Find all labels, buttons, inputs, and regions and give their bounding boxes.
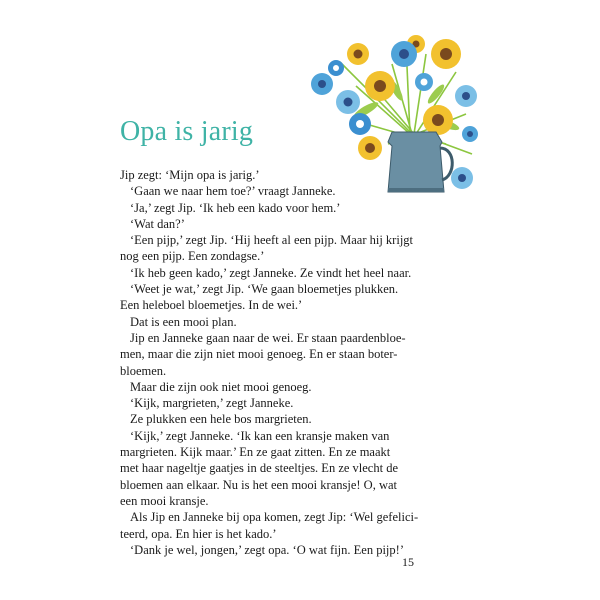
text-line: ‘Kijk, margrieten,’ zegt Janneke.: [130, 396, 294, 411]
text-line: ‘Een pijp,’ zegt Jip. ‘Hij heeft al een pijp. Maar hij krijgt: [130, 233, 414, 248]
text-line: ‘Gaan we naar hem toe?’ vraagt Janneke.: [130, 184, 336, 199]
text-line: bloemen.: [120, 363, 167, 378]
text-line: nog een pijp. Een zondagse.’: [120, 249, 265, 264]
text-line: Een heleboel bloemetjes. In de wei.’: [120, 298, 303, 313]
text-line: Maar die zijn ook niet mooi genoeg.: [130, 379, 312, 394]
text-line: Als Jip en Janneke bij opa komen, zegt Jip: ‘Wel gefelici-: [130, 510, 419, 525]
text-line: ‘Wat dan?’: [130, 216, 185, 231]
story-text: [120, 167, 418, 558]
text-line: ‘Kijk,’ zegt Janneke. ‘Ik kan een kransje maken van: [130, 428, 390, 443]
text-line: Ze plukken een hele bos margrieten.: [130, 412, 312, 427]
text-line: ‘Ja,’ zegt Jip. ‘Ik heb een kado voor hem.’: [130, 200, 341, 215]
text-line: men, maar die zijn niet mooi genoeg. En er staan boter-: [120, 347, 398, 362]
text-line: teerd, opa. En hier is het kado.’: [120, 526, 277, 541]
text-line: ‘Weet je wat,’ zegt Jip. ‘We gaan bloemetjes plukken.: [130, 282, 399, 297]
text-line: met haar nageltje gaatjes in de steeltjes. En ze vlecht de: [120, 461, 399, 476]
page-title: Opa is jarig: [120, 116, 254, 147]
page-number: 15: [402, 555, 414, 569]
text-line: een mooi kransje.: [120, 493, 209, 508]
text-line: Jip zegt: ‘Mijn opa is jarig.’: [120, 168, 260, 182]
text-line: margrieten. Kijk maar.’ En ze gaat zitten. En ze maakt: [120, 445, 391, 460]
text-line: bloemen aan elkaar. Nu is het een mooi kransje! O, wat: [120, 477, 397, 492]
text-line: ‘Dank je wel, jongen,’ zegt opa. ‘O wat fijn. Een pijp!’: [130, 542, 404, 557]
text-line: Dat is een mooi plan.: [130, 314, 237, 329]
text-line: ‘Ik heb geen kado,’ zegt Janneke. Ze vindt het heel naar.: [130, 265, 412, 280]
text-line: Jip en Janneke gaan naar de wei. Er staan paardenbloe-: [130, 330, 406, 345]
